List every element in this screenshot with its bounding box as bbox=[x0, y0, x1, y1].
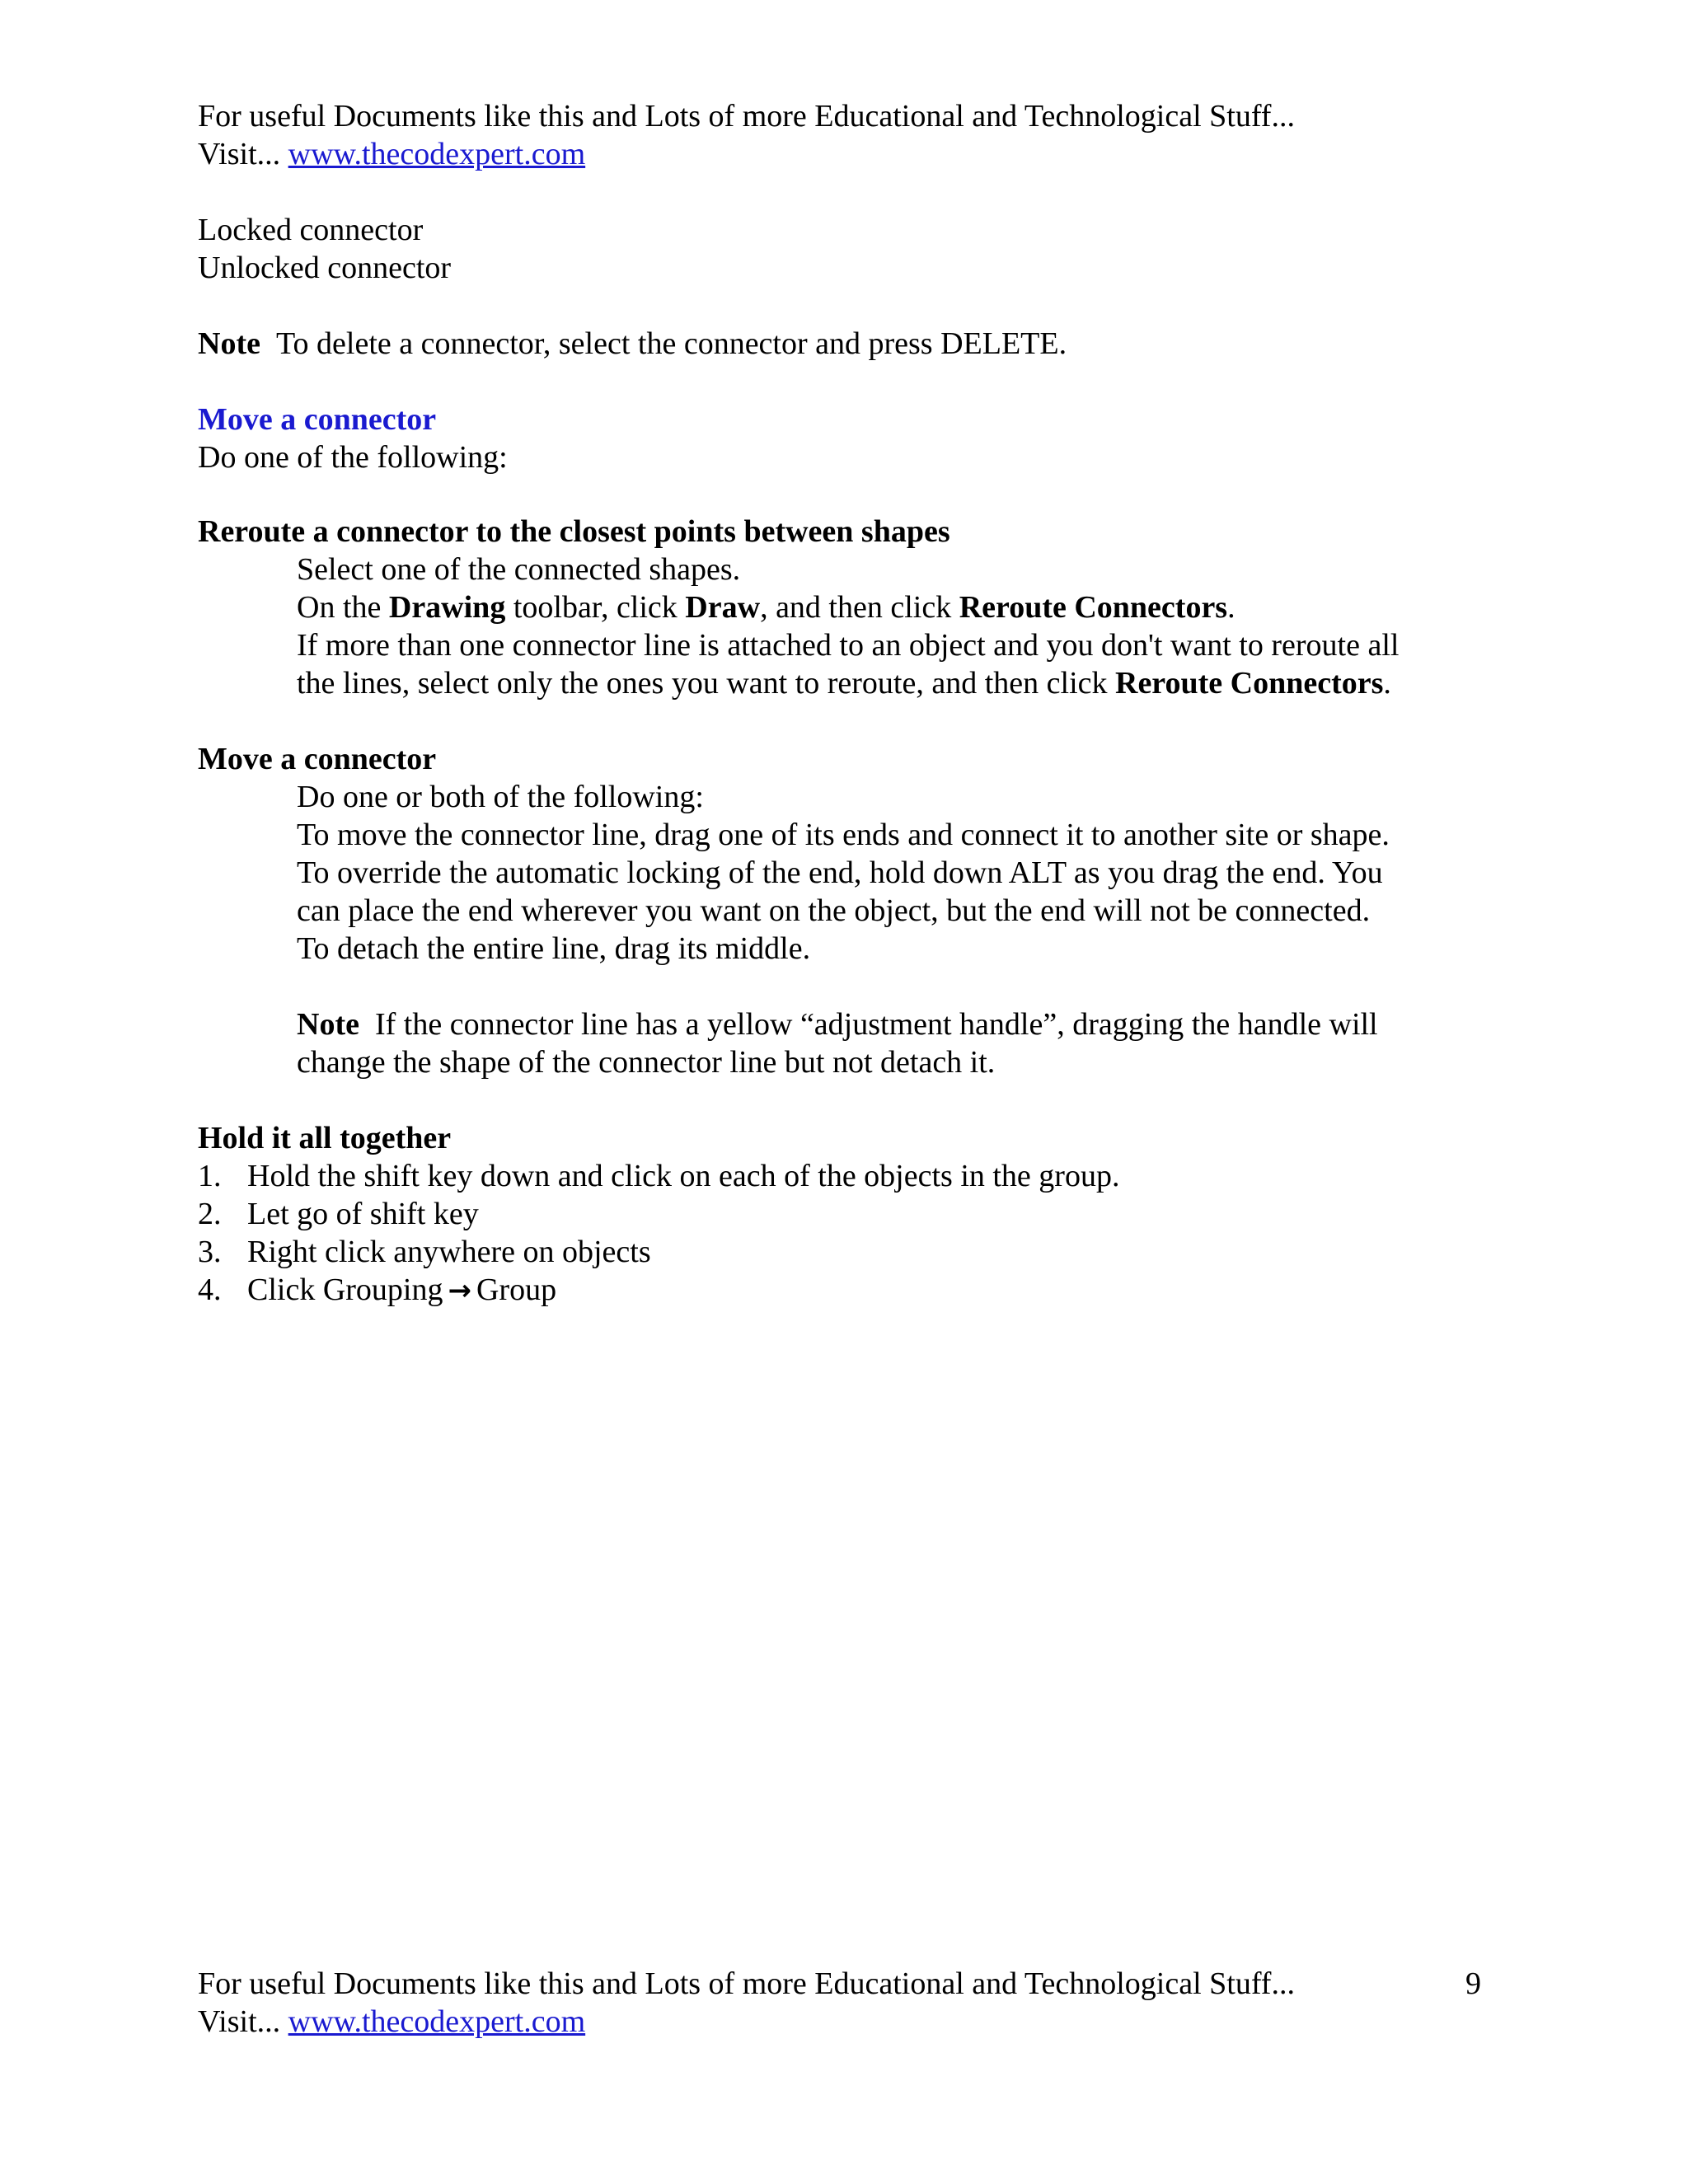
footer-promo-text: For useful Documents like this and Lots of more Educational and Technological Stuff... bbox=[198, 1966, 1295, 2001]
list-text: Group bbox=[476, 1272, 557, 1307]
header-visit-line bbox=[198, 135, 1295, 173]
reroute-step-3-line-1: If more than one connector line is attached to an object and you don't want to reroute all bbox=[297, 628, 1400, 663]
adjustment-note bbox=[297, 1005, 1378, 1081]
hold-together-heading: Hold it all together bbox=[198, 1121, 452, 1155]
step3-text: . bbox=[1383, 666, 1391, 701]
note-text: To delete a connector, select the connector and press DELETE. bbox=[275, 326, 1067, 361]
list-number: 3. bbox=[198, 1235, 222, 1269]
step3-text: the lines, select only the ones you want to reroute, and then click bbox=[297, 666, 1115, 701]
reroute-step-3-line-2 bbox=[297, 664, 1399, 702]
reroute-connectors-command: Reroute Connectors bbox=[959, 590, 1228, 625]
header-promo-text: For useful Documents like this and Lots of more Educational and Technological Stuff... bbox=[198, 99, 1295, 134]
header-website-link[interactable]: www.thecodexpert.com bbox=[288, 137, 586, 171]
unlocked-connector-label: Unlocked connector bbox=[198, 251, 452, 285]
note-text: If the connector line has a yellow “adjustment handle”, dragging the handle will bbox=[374, 1007, 1378, 1042]
section-heading: Move a connector bbox=[198, 402, 437, 437]
move-step-3: To override the automatic locking of the end, hold down ALT as you drag the end. You bbox=[297, 855, 1383, 890]
footer bbox=[198, 1965, 1295, 2041]
move-step-1: Do one or both of the following: bbox=[297, 780, 704, 814]
list-text: Let go of shift key bbox=[247, 1197, 479, 1231]
list-number: 1. bbox=[198, 1159, 222, 1193]
reroute-step-2 bbox=[297, 588, 1399, 626]
reroute-connectors-command: Reroute Connectors bbox=[1115, 666, 1384, 701]
list-text: Hold the shift key down and click on each of the objects in the group. bbox=[247, 1159, 1120, 1193]
list-number: 2. bbox=[198, 1197, 222, 1231]
arrow-right-icon: → bbox=[448, 1274, 471, 1307]
reroute-heading: Reroute a connector to the closest points between shapes bbox=[198, 514, 950, 549]
header-visit-label: Visit... bbox=[198, 137, 288, 171]
footer-visit-label: Visit... bbox=[198, 2004, 288, 2039]
step2-text: . bbox=[1227, 590, 1236, 625]
move-step-5: To detach the entire line, drag its middle. bbox=[297, 931, 811, 966]
note-label: Note bbox=[198, 326, 260, 361]
list-item bbox=[198, 1233, 651, 1271]
footer-website-link[interactable]: www.thecodexpert.com bbox=[288, 2004, 586, 2039]
page-number: 9 bbox=[1465, 1966, 1481, 2001]
list-text: Right click anywhere on objects bbox=[247, 1235, 651, 1269]
section-intro: Do one of the following: bbox=[198, 440, 508, 475]
list-item bbox=[198, 1195, 479, 1233]
locked-connector-label: Locked connector bbox=[198, 213, 424, 247]
reroute-step-1: Select one of the connected shapes. bbox=[297, 552, 741, 587]
drawing-toolbar-name: Drawing bbox=[388, 590, 506, 625]
connector-labels bbox=[198, 211, 451, 287]
move-connector-steps bbox=[297, 778, 1390, 968]
header bbox=[198, 97, 1295, 173]
reroute-steps bbox=[297, 551, 1399, 702]
move-step-4: can place the end wherever you want on the object, but the end will not be connected. bbox=[297, 893, 1371, 928]
note-label: Note bbox=[297, 1007, 359, 1042]
move-section bbox=[198, 401, 508, 476]
adjustment-note-line-1 bbox=[297, 1005, 1378, 1043]
list-text: Click Grouping bbox=[247, 1272, 443, 1307]
footer-visit-line bbox=[198, 2003, 1295, 2041]
move-connector-heading: Move a connector bbox=[198, 742, 437, 776]
list-item bbox=[198, 1157, 1119, 1195]
adjustment-note-line-2: change the shape of the connector line but not detach it. bbox=[297, 1045, 996, 1080]
move-step-2: To move the connector line, drag one of its ends and connect it to another site or shape. bbox=[297, 818, 1390, 852]
list-item bbox=[198, 1271, 556, 1310]
list-number: 4. bbox=[198, 1272, 222, 1307]
step2-text: toolbar, click bbox=[505, 590, 686, 625]
delete-note bbox=[198, 325, 1067, 363]
draw-command: Draw bbox=[685, 590, 761, 625]
step2-text: , and then click bbox=[760, 590, 959, 625]
step2-text: On the bbox=[297, 590, 389, 625]
